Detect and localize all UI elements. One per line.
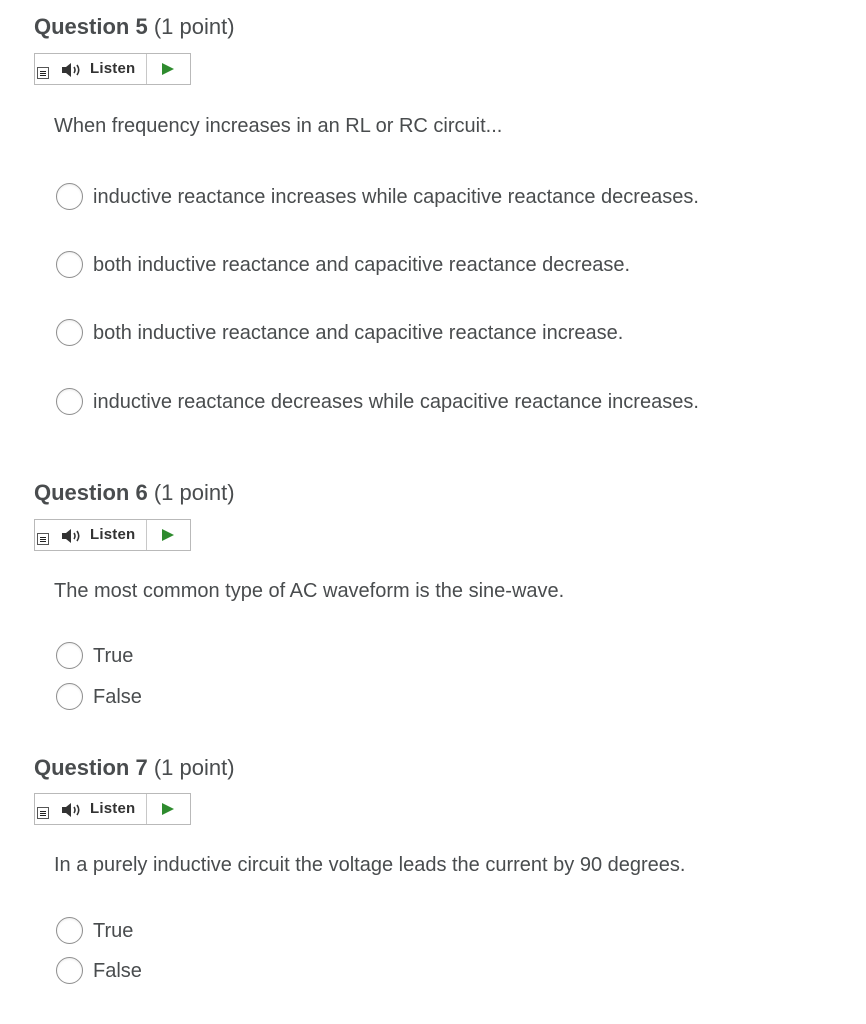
speaker-icon — [62, 528, 84, 544]
play-button[interactable] — [146, 520, 190, 550]
question-text: The most common type of AC waveform is the sine-wave. — [54, 580, 565, 602]
option-label: True — [93, 644, 134, 667]
answer-option-false[interactable] — [56, 683, 142, 710]
question-6 — [34, 480, 854, 708]
radio-button[interactable] — [56, 642, 83, 669]
play-icon — [161, 528, 175, 542]
play-icon — [161, 62, 175, 76]
question-label: Question 7 — [34, 755, 148, 780]
question-label: Question 5 — [34, 14, 148, 39]
radio-button[interactable] — [56, 388, 83, 415]
radio-button[interactable] — [56, 957, 83, 984]
radio-button[interactable] — [56, 183, 83, 210]
question-text: In a purely inductive circuit the voltage leads the current by 90 degrees. — [54, 854, 686, 876]
question-label: Question 6 — [34, 480, 148, 505]
option-label: True — [93, 919, 134, 942]
question-title — [34, 755, 854, 781]
question-5 — [34, 14, 854, 413]
answer-option[interactable] — [56, 388, 699, 415]
speaker-icon — [62, 802, 84, 818]
answer-option-true[interactable] — [56, 642, 133, 669]
answer-option[interactable] — [56, 251, 630, 278]
listen-button[interactable] — [35, 794, 146, 824]
option-label: inductive reactance decreases while capacitive reactance increases. — [93, 390, 699, 413]
option-label: False — [93, 685, 142, 708]
speaker-icon — [62, 62, 84, 78]
play-button[interactable] — [146, 794, 190, 824]
radio-button[interactable] — [56, 917, 83, 944]
menu-icon[interactable] — [37, 807, 49, 819]
listen-widget — [34, 53, 191, 85]
radio-button[interactable] — [56, 683, 83, 710]
answer-option[interactable] — [56, 319, 623, 346]
option-label: False — [93, 959, 142, 982]
listen-widget — [34, 793, 191, 825]
answer-option[interactable] — [56, 183, 699, 210]
listen-label: Listen — [90, 526, 136, 543]
question-points: (1 point) — [153, 14, 235, 39]
listen-button[interactable] — [35, 54, 146, 84]
question-title — [34, 480, 854, 506]
option-label: inductive reactance increases while capacitive reactance decreases. — [93, 185, 699, 208]
question-title — [34, 14, 854, 40]
play-icon — [161, 802, 175, 816]
question-7 — [34, 755, 854, 982]
radio-button[interactable] — [56, 319, 83, 346]
question-points: (1 point) — [153, 480, 235, 505]
radio-button[interactable] — [56, 251, 83, 278]
answer-option-false[interactable] — [56, 957, 142, 984]
option-label: both inductive reactance and capacitive reactance increase. — [93, 321, 624, 344]
menu-icon[interactable] — [37, 67, 49, 79]
listen-label: Listen — [90, 800, 136, 817]
listen-label: Listen — [90, 60, 136, 77]
listen-button[interactable] — [35, 520, 146, 550]
menu-icon[interactable] — [37, 533, 49, 545]
question-text: When frequency increases in an RL or RC circuit... — [54, 115, 503, 137]
option-label: both inductive reactance and capacitive reactance decrease. — [93, 253, 631, 276]
listen-widget — [34, 519, 191, 551]
play-button[interactable] — [146, 54, 190, 84]
answer-option-true[interactable] — [56, 917, 133, 944]
question-points: (1 point) — [153, 755, 235, 780]
